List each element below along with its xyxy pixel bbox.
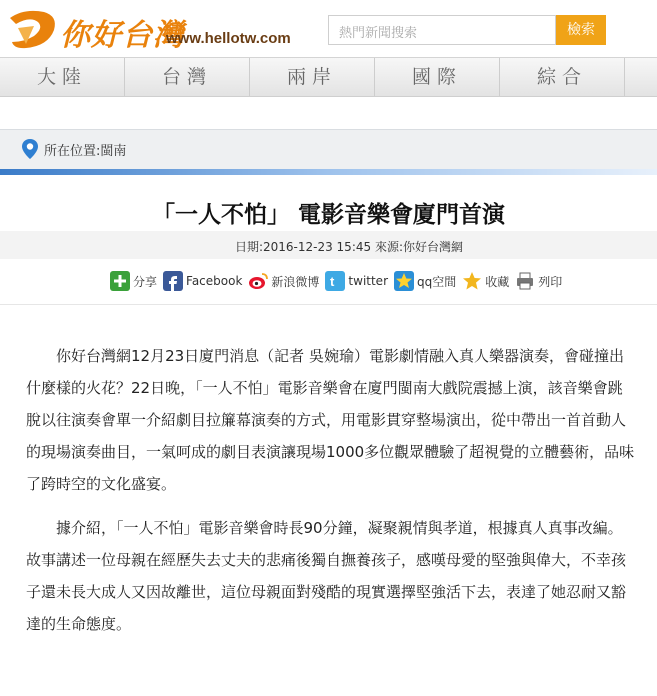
twitter-share-button[interactable]: t twitter xyxy=(325,271,388,291)
logo-text: 你好台灣 xyxy=(60,18,184,53)
article-title: 「一人不怕」 電影音樂會廈門首演 xyxy=(151,202,505,228)
nav-item-cross-strait[interactable]: 兩岸 xyxy=(250,58,375,96)
article-paragraph: 據介紹，「一人不怕」電影音樂會時長90分鐘，凝聚親情與孝道，根據真人真事改編。故事講述一位母親在經歷失去丈夫的悲痛後獨自撫養孩子，感嘆母愛的堅強與偉大，不幸孩子還未長大成人又因故離世，這位母親面對殘酷的現實選擇堅強活下去，表達了她忍耐又豁達的生命態度。 xyxy=(26,519,627,633)
nav-item-extra xyxy=(625,58,657,96)
spacer xyxy=(0,97,657,129)
print-button[interactable]: 列印 xyxy=(515,271,562,291)
printer-icon xyxy=(515,271,535,291)
qzone-star-icon xyxy=(394,271,414,291)
article-paragraph: 你好台灣網12月23日廈門消息（記者 吳婉瑜）電影劇情融入真人樂器演奏，會碰撞出什麼樣的火花？22日晚，「一人不怕」電影音樂會在廈門閩南大戲院震撼上演，該音樂會跳脫以往演奏會單一介紹劇目拉簾幕演奏的方式，用電影貫穿整場演出，從中帶出一首首動人的現場演奏曲目，一氣呵成的劇目表演讓現場1000多位觀眾體驗了超視覺的立體藝術，品味了跨時空的文化盛宴。 xyxy=(26,347,635,493)
weibo-icon xyxy=(248,271,268,291)
content-divider xyxy=(0,304,657,305)
qzone-share-button[interactable]: qq空間 xyxy=(394,271,456,291)
nav-item-international[interactable]: 國際 xyxy=(375,58,500,96)
search-input[interactable]: 熱門新聞搜索 xyxy=(328,15,556,45)
location-pin-icon xyxy=(20,138,40,160)
share-button[interactable]: 分享 xyxy=(110,271,157,291)
logo-url: www.hellotw.com xyxy=(166,30,291,47)
share-toolbar xyxy=(110,270,568,292)
svg-text:t: t xyxy=(330,274,335,289)
logo-mark-icon xyxy=(4,4,62,54)
breadcrumb-label[interactable]: 所在位置:閩南 xyxy=(44,144,127,159)
divider-bar xyxy=(0,169,657,175)
facebook-icon xyxy=(163,271,183,291)
nav-item-general[interactable]: 綜合 xyxy=(500,58,625,96)
twitter-icon xyxy=(325,271,345,291)
main-nav xyxy=(0,57,657,97)
article-body xyxy=(26,340,636,652)
site-header xyxy=(0,0,657,57)
nav-item-taiwan[interactable]: 台灣 xyxy=(125,58,250,96)
breadcrumb xyxy=(0,129,657,169)
weibo-share-button[interactable]: 新浪微博 xyxy=(248,271,319,291)
facebook-share-button[interactable]: Facebook xyxy=(163,271,242,291)
search-button[interactable]: 檢索 xyxy=(556,15,606,45)
favorite-button[interactable]: 收藏 xyxy=(462,271,509,291)
plus-icon xyxy=(110,271,130,291)
article-meta-bar xyxy=(0,231,657,259)
star-icon xyxy=(462,271,482,291)
nav-item-mainland[interactable]: 大陸 xyxy=(0,58,125,96)
article-meta: 日期:2016-12-23 15:45 來源:你好台灣網 xyxy=(234,240,463,254)
site-logo[interactable] xyxy=(4,4,314,54)
